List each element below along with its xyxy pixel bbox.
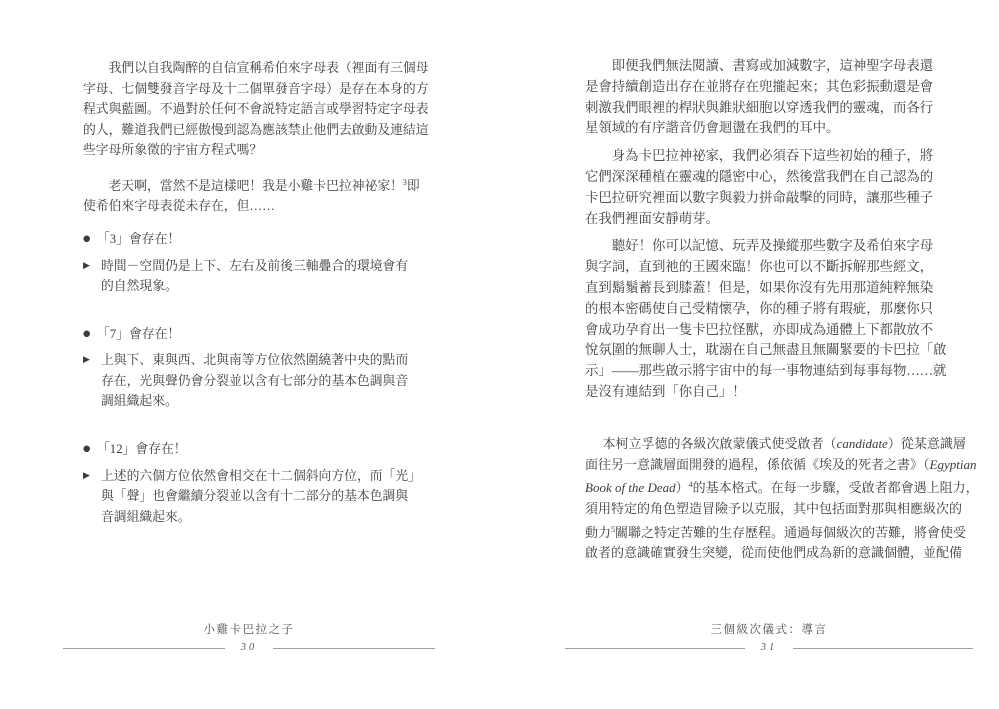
text-line: Book of the Dead）$^4$的基本格式。在每一步驟，受啟者都會遇上阻力， <box>585 480 979 496</box>
text-line: 調組織起來。 <box>101 394 178 409</box>
italic-term: candidate <box>836 435 888 451</box>
footnote-reference: 3 <box>402 177 407 187</box>
text-line: 的根本密碼使自己受精懷孕，你的種子將有瑕疵，那麼你只 <box>585 300 934 316</box>
page-left-footer <box>63 621 435 654</box>
bullet-item <box>83 229 419 250</box>
footer-rule <box>63 642 435 654</box>
bullet-item <box>83 439 419 460</box>
text-line: 音調組織起來。 <box>101 509 191 524</box>
text-line: 本柯立孚德的各級次啟蒙儀式使受啟者（candidate）從某意識層 <box>602 435 966 451</box>
paragraph <box>585 146 957 229</box>
bullet-dot-icon: ● <box>83 444 91 455</box>
text-line: 時間－空間仍是上下、左右及前後三軸疊合的環境會有 <box>101 258 409 273</box>
text-line: 會成功孕育出一隻卡巴拉怪獸，亦即成為通體上下都散放不 <box>585 321 934 337</box>
rule-segment-left <box>63 648 225 649</box>
bullet-triangle-icon: ▶ <box>83 260 90 271</box>
text-line: 與字詞，直到祂的王國來臨！你也可以不斷拆解那些經文， <box>585 259 934 275</box>
text-line: 是會持續創造出存在並將存在兜攏起來；其色彩振動還是會 <box>585 78 934 94</box>
page-number: 30 <box>240 642 258 653</box>
paragraph <box>585 56 957 139</box>
paragraph <box>83 58 429 161</box>
running-title: 小雞卡巴拉之子 <box>203 624 295 636</box>
footnote-reference: 4 <box>688 480 693 490</box>
running-title: 三個級次儀式：導言 <box>710 624 828 636</box>
page-right-footer <box>565 621 973 654</box>
bullet-dot-icon: ● <box>83 328 91 339</box>
page-left <box>83 0 429 709</box>
text-line: 在我們裡面安靜萌芽。 <box>585 210 719 226</box>
text-line: 「12」會存在！ <box>97 442 187 457</box>
bullet-detail <box>83 466 419 528</box>
intro-paragraph <box>585 434 979 564</box>
italic-term: Book of the Dead <box>585 480 676 496</box>
text-line: 示」——那些啟示將宇宙中的每一事物連結到每事每物……就 <box>585 363 947 379</box>
text-line: 身為卡巴拉神祕家，我們必須吞下這些初始的種子，將 <box>611 148 934 164</box>
text-line: 它們深深種植在靈魂的隱密中心，然後當我們在自己認為的 <box>585 168 934 184</box>
rule-segment-right <box>273 648 435 649</box>
text-line: 些字母所象徵的宇宙方程式嗎？ <box>83 143 263 158</box>
text-line: 刺激我們眼裡的桿狀與錐狀細胞以穿透我們的靈魂，而各行 <box>585 99 934 115</box>
text-line: 的人，難道我們已經傲慢到認為應該禁止他們去啟動及連結這 <box>83 122 429 137</box>
page-right-content <box>585 56 979 564</box>
bullet-triangle-icon: ▶ <box>83 470 90 481</box>
footnote-reference: 5 <box>611 524 616 534</box>
text-line: 面往另一意識層面開發的過程，係依循《埃及的死者之書》（Egyptian <box>585 456 977 472</box>
text-line: 程式與藍圖。不過對於任何不會説特定語言或學習特定字母表 <box>83 102 429 117</box>
page-left-content <box>83 58 429 527</box>
paragraph <box>83 173 419 217</box>
text-line: 聽好！你可以記憶、玩弄及操縱那些數字及希伯來字母 <box>611 238 934 254</box>
text-line: 的自然現象。 <box>101 279 178 294</box>
text-line: 上與下、東與西、北與南等方位依然圍繞著中央的點而 <box>101 353 409 368</box>
text-line: 「7」會存在！ <box>97 326 181 341</box>
text-line: 啟者的意識確實發生突變，從而使他們成為新的意識個體，並配備 <box>585 545 963 561</box>
bullet-triangle-icon: ▶ <box>83 355 90 366</box>
text-line: 卡巴拉研究裡面以數字與毅力拼命敲擊的同時，讓那些種子 <box>585 189 934 205</box>
text-line: 即便我們無法閱讀、書寫或加減數字，這神聖字母表還 <box>611 58 934 73</box>
page-number: 31 <box>760 642 778 653</box>
text-line: 字母、七個雙發音字母及十二個單發音字母）是存在本身的方 <box>83 81 429 96</box>
paragraph <box>585 236 957 402</box>
text-line: 星領域的有序諧音仍會迴盪在我們的耳中。 <box>585 120 840 136</box>
text-line: 與「聲」也會繼續分裂並以含有十二部分的基本色調與 <box>101 489 409 504</box>
text-line: 老天啊，當然不是這樣吧！我是小雞卡巴拉神祕家！$^3$即 <box>108 177 420 193</box>
bullet-detail <box>83 350 419 412</box>
text-line: 「3」會存在！ <box>97 231 181 246</box>
bullet-dot-icon: ● <box>83 233 91 244</box>
text-line: 是沒有連結到「你自己」！ <box>585 383 746 399</box>
bullet-detail <box>83 256 419 297</box>
footer-rule <box>565 642 973 654</box>
text-line: 使希伯來字母表從未存在，但…… <box>83 199 275 214</box>
text-line: 我們以自我陶醉的自信宣稱希伯來字母表（裡面有三個母 <box>108 61 429 75</box>
bullet-item <box>83 324 419 345</box>
rule-segment-left <box>565 648 745 649</box>
page-right <box>585 0 979 709</box>
italic-term: Egyptian <box>929 456 977 472</box>
text-line: 動力$^5$關聯之特定苦難的生存歷程。通過每個級次的苦難，將會使受 <box>585 524 967 540</box>
text-line: 悅氛圍的無聊人士，耽溺在自己無盡且無關緊要的卡巴拉「啟 <box>585 342 947 358</box>
rule-segment-right <box>793 648 973 649</box>
text-line: 須用特定的角色塑造冒險予以克服，其中包括面對那與相應級次的 <box>585 500 963 516</box>
text-line: 直到鬍鬚蓄長到膝蓋！但是，如果你沒有先用那道純粹無染 <box>585 279 934 295</box>
text-line: 存在，光與聲仍會分裂並以含有七部分的基本色調與音 <box>101 373 409 388</box>
text-line: 上述的六個方位依然會相交在十二個斜向方位，而「光」 <box>101 468 421 483</box>
